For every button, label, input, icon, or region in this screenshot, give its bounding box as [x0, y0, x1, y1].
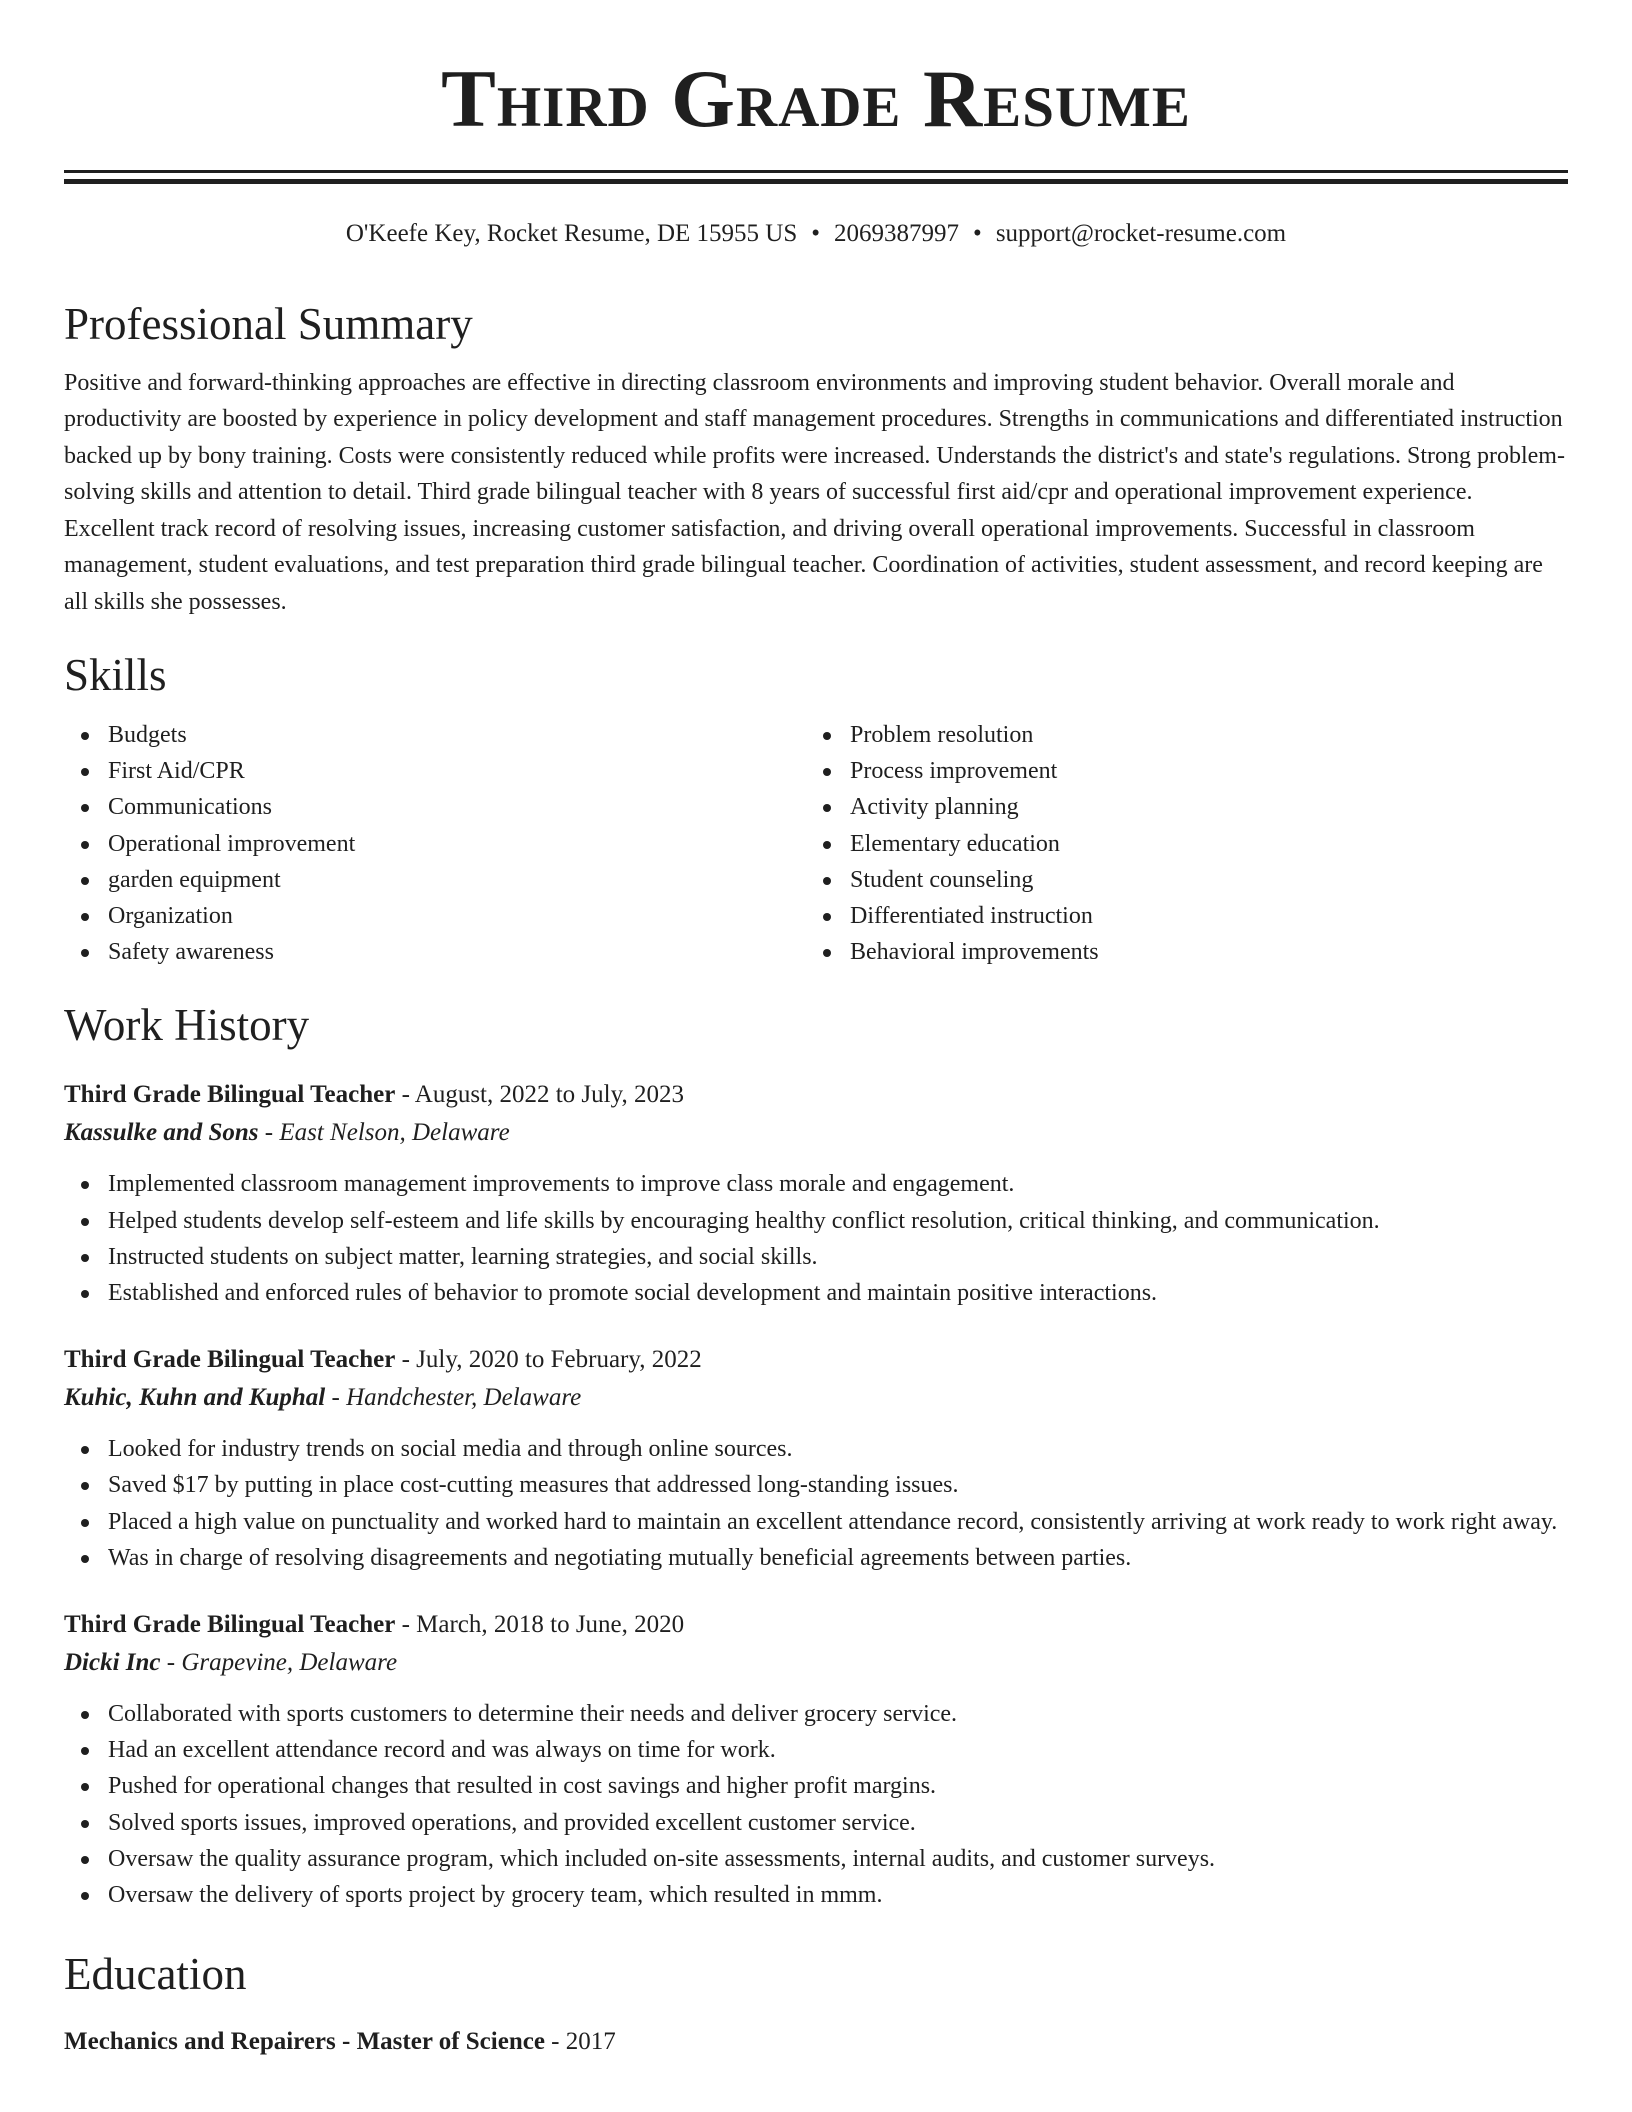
skills-heading: Skills: [64, 650, 167, 700]
education-entry: [64, 2023, 1568, 2061]
skill-item: Operational improvement: [64, 826, 806, 862]
job-entry: [64, 1606, 1568, 1913]
skill-item: Activity planning: [806, 789, 1548, 825]
job-company: Dicki Inc: [64, 1649, 161, 1677]
skills-columns: [64, 717, 1568, 970]
job-company-line: [64, 1114, 1568, 1152]
skill-item: Budgets: [64, 717, 806, 753]
job-entry: [64, 1076, 1568, 1311]
skill-item: Behavioral improvements: [806, 934, 1548, 970]
skill-item: Elementary education: [806, 826, 1548, 862]
job-company-line: [64, 1379, 1568, 1417]
skills-list-left: [64, 717, 806, 970]
job-role: Third Grade Bilingual Teacher: [64, 1081, 396, 1109]
job-bullet: Pushed for operational changes that resulted in cost savings and higher profit margins.: [64, 1768, 1568, 1804]
job-title-line: [64, 1076, 1568, 1114]
job-bullet: Collaborated with sports customers to determine their needs and deliver grocery service.: [64, 1696, 1568, 1732]
job-bullets: [64, 1431, 1568, 1576]
contact-email: support@rocket-resume.com: [995, 220, 1287, 247]
contact-line: [64, 218, 1568, 251]
skill-item: Differentiated instruction: [806, 898, 1548, 934]
job-bullet: Solved sports issues, improved operations, and provided excellent customer service.: [64, 1805, 1568, 1841]
job-bullets: [64, 1696, 1568, 1913]
contact-separator: •: [973, 220, 982, 247]
skill-item: Organization: [64, 898, 806, 934]
skill-item: Student counseling: [806, 862, 1548, 898]
job-location: - Handchester, Delaware: [331, 1384, 582, 1412]
resume-title: Third Grade Resume: [441, 53, 1191, 144]
job-company: Kassulke and Sons: [64, 1119, 259, 1147]
job-title-line: [64, 1341, 1568, 1379]
job-company-line: [64, 1644, 1568, 1682]
skill-item: garden equipment: [64, 862, 806, 898]
job-bullet: Established and enforced rules of behavior to promote social development and maintain positive interactions.: [64, 1275, 1568, 1311]
skill-item: Process improvement: [806, 753, 1548, 789]
job-bullet: Saved $17 by putting in place cost-cutting measures that addressed long-standing issues.: [64, 1467, 1568, 1503]
job-bullet: Oversaw the quality assurance program, which included on-site assessments, internal audits, and customer surveys.: [64, 1841, 1568, 1877]
education-year: - 2017: [551, 2028, 616, 2056]
skill-item: Communications: [64, 789, 806, 825]
job-bullet: Had an excellent attendance record and was always on time for work.: [64, 1732, 1568, 1768]
job-bullets: [64, 1166, 1568, 1311]
job-company: Kuhic, Kuhn and Kuphal: [64, 1384, 326, 1412]
job-entry: [64, 1341, 1568, 1576]
contact-phone: 2069387997: [834, 220, 960, 247]
job-role: Third Grade Bilingual Teacher: [64, 1611, 396, 1639]
job-title-line: [64, 1606, 1568, 1644]
skill-item: Safety awareness: [64, 934, 806, 970]
job-bullet: Oversaw the delivery of sports project by grocery team, which resulted in mmm.: [64, 1877, 1568, 1913]
job-dates: - July, 2020 to February, 2022: [401, 1346, 702, 1374]
resume-page: [64, 0, 1568, 2061]
job-bullet: Instructed students on subject matter, learning strategies, and social skills.: [64, 1239, 1568, 1275]
job-bullet: Was in charge of resolving disagreements and negotiating mutually beneficial agreements between parties.: [64, 1540, 1568, 1576]
work-history-heading: Work History: [64, 1000, 310, 1051]
title-rule-top: [64, 170, 1568, 173]
contact-separator: •: [811, 220, 821, 247]
job-role: Third Grade Bilingual Teacher: [64, 1346, 396, 1374]
job-dates: - March, 2018 to June, 2020: [401, 1611, 685, 1639]
education-heading: Education: [64, 1949, 247, 2000]
skill-item: First Aid/CPR: [64, 753, 806, 789]
job-bullet: Helped students develop self-esteem and life skills by encouraging healthy conflict resolution, critical thinking, and communication.: [64, 1203, 1568, 1239]
contact-address: O'Keefe Key, Rocket Resume, DE 15955 US: [345, 220, 798, 247]
skill-item: Problem resolution: [806, 717, 1548, 753]
job-bullet: Looked for industry trends on social media and through online sources.: [64, 1431, 1568, 1467]
summary-heading: Professional Summary: [64, 298, 473, 349]
job-dates: - August, 2022 to July, 2023: [401, 1081, 684, 1109]
skills-list-right: [806, 717, 1548, 970]
job-location: - East Nelson, Delaware: [264, 1119, 510, 1147]
education-degree: Mechanics and Repairers - Master of Science: [64, 2028, 545, 2056]
job-location: - Grapevine, Delaware: [166, 1649, 398, 1677]
job-bullet: Implemented classroom management improvements to improve class morale and engagement.: [64, 1166, 1568, 1202]
job-bullet: Placed a high value on punctuality and worked hard to maintain an excellent attendance record, consistently arriving at work ready to work right away.: [64, 1504, 1568, 1540]
title-rule-bottom: [64, 179, 1568, 184]
summary-text: Positive and forward-thinking approaches are effective in directing classroom environments and improving student behavior. Overall morale and productivity are boosted by experience in policy development and staff management procedures. Strengths in communications and differentiated instruction backed up by bony training. Costs were consistently reduced while profits were increased. Understands the district's and state's regulations. Strong problem-solving skills and attention to detail. Third grade bilingual teacher with 8 years of successful first aid/cpr and operational improvement experience. Excellent track record of resolving issues, increasing customer satisfaction, and driving overall operational improvements. Successful in classroom management, student evaluations, and test preparation third grade bilingual teacher. Coordination of activities, student assessment, and record keeping are all skills she possesses.: [64, 369, 1565, 615]
